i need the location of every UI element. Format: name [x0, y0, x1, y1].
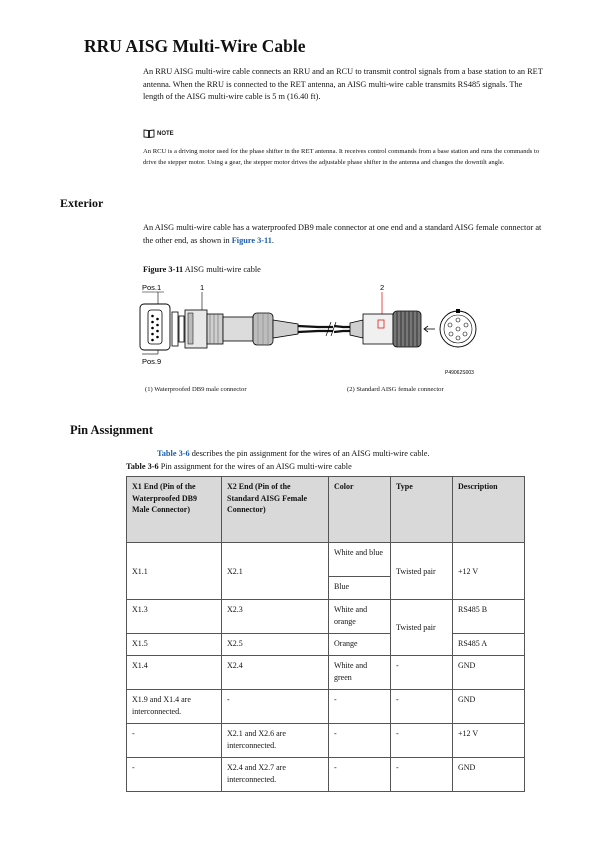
- exterior-text-end: .: [271, 235, 274, 245]
- note-label: [143, 129, 174, 138]
- cell-x2: X2.1: [222, 543, 329, 600]
- header-x2: X2 End (Pin of the Standard AISG Female Connector): [222, 477, 329, 543]
- table-title-text: Pin assignment for the wires of an AISG multi-wire cable: [158, 462, 352, 471]
- table-row: [127, 724, 525, 758]
- pos1-label: Pos.1: [142, 283, 162, 292]
- intro-paragraph: An RRU AISG multi-wire cable connects an RRU and an RCU to transmit control signals from a base station to an RET antenna. When the RRU is connected to the RET antenna, an AISG multi-wire cable transmits RS485 signals. The length of the AISG multi-wire cable is 5 m (16.40 ft).: [143, 67, 543, 102]
- aisg-connector-body: [350, 311, 435, 347]
- cell-type: Twisted pair: [391, 600, 453, 656]
- cell-description: +12 V: [453, 724, 525, 758]
- figure-3-11-link[interactable]: Figure 3-11: [231, 235, 272, 245]
- cell-type: Twisted pair: [391, 543, 453, 600]
- table-row: [127, 690, 525, 724]
- cell-x1: X1.4: [127, 656, 222, 690]
- note-label-text: NOTE: [157, 130, 174, 137]
- db9-connector-body: [172, 310, 298, 348]
- aisg-front-view: [440, 309, 476, 347]
- cell-x2: X2.1 and X2.6 are interconnected.: [222, 724, 329, 758]
- table-row: [127, 758, 525, 792]
- table-row: [127, 656, 525, 690]
- table-lead-text: describes the pin assignment for the wires of an AISG multi-wire cable.: [189, 449, 430, 458]
- table-header-row: [127, 477, 525, 543]
- cell-type: -: [391, 656, 453, 690]
- pin-assignment-table: [126, 476, 525, 792]
- cell-description: RS485 A: [453, 634, 525, 656]
- cell-color: -: [329, 758, 391, 792]
- exterior-text: An AISG multi-wire cable has a waterproofed DB9 male connector at one end and a standard AISG female connector at the other end, as shown in: [143, 223, 542, 245]
- cell-x2: X2.4 and X2.7 are interconnected.: [222, 758, 329, 792]
- cable-illustration: [138, 280, 488, 380]
- table-lead: [157, 449, 430, 458]
- exterior-paragraph: [143, 222, 545, 247]
- cell-description: GND: [453, 758, 525, 792]
- cell-description: +12 V: [453, 543, 525, 600]
- drawing-code: P49062S003: [445, 370, 474, 376]
- cell-type: -: [391, 724, 453, 758]
- cell-color: White and green: [329, 656, 391, 690]
- cell-x1: -: [127, 758, 222, 792]
- table-label: Table 3-6: [126, 462, 159, 471]
- caption-aisg: (2) Standard AISG female connector: [347, 386, 444, 393]
- cell-description: GND: [453, 656, 525, 690]
- cell-x2: X2.4: [222, 656, 329, 690]
- cell-type: -: [391, 758, 453, 792]
- table-3-6-link[interactable]: Table 3-6: [157, 449, 190, 458]
- pos9-label: Pos.9: [142, 357, 162, 366]
- cell-x1: -: [127, 724, 222, 758]
- book-icon: [143, 129, 155, 138]
- cell-description: GND: [453, 690, 525, 724]
- table-row: [127, 543, 525, 577]
- cell-color: Blue: [329, 577, 391, 600]
- header-x1: X1 End (Pin of the Waterproofed DB9 Male Connector): [127, 477, 222, 543]
- cell-x1: X1.9 and X1.4 are interconnected.: [127, 690, 222, 724]
- cell-description: RS485 B: [453, 600, 525, 634]
- table-row: [127, 634, 525, 656]
- header-color: Color: [329, 477, 391, 543]
- callout-2: 2: [380, 283, 385, 292]
- caption-db9: (1) Waterproofed DB9 male connector: [145, 386, 247, 393]
- note-body: An RCU is a driving motor used for the phase shifter in the RET antenna. It receives control commands from a base station and runs the commands to drive the stepper motor. Using a gear, the stepper motor drives the adjustable phase shifter in the antenna and changes the downtilt angle.: [143, 148, 540, 167]
- cell-x2: X2.3: [222, 600, 329, 634]
- cell-color: White and blue: [329, 543, 391, 577]
- page-title: RRU AISG Multi-Wire Cable: [84, 36, 306, 56]
- table-row: [127, 600, 525, 634]
- figure-title: [143, 265, 261, 274]
- cell-color: -: [329, 690, 391, 724]
- figure-label: Figure 3-11: [143, 265, 184, 274]
- cell-x2: X2.5: [222, 634, 329, 656]
- header-description: Description: [453, 477, 525, 543]
- cell-x1: X1.3: [127, 600, 222, 634]
- cell-x1: X1.5: [127, 634, 222, 656]
- pin-assignment-heading: Pin Assignment: [70, 423, 154, 437]
- figure-title-text: AISG multi-wire cable: [183, 265, 261, 274]
- callout-1: 1: [200, 283, 205, 292]
- cell-color: Orange: [329, 634, 391, 656]
- exterior-heading: Exterior: [60, 196, 104, 210]
- header-type: Type: [391, 477, 453, 543]
- cable-line: [298, 322, 350, 336]
- cell-x2: -: [222, 690, 329, 724]
- cell-type: -: [391, 690, 453, 724]
- cell-color: White and orange: [329, 600, 391, 634]
- cell-x1: X1.1: [127, 543, 222, 600]
- db9-front-view: [140, 304, 170, 350]
- cell-color: -: [329, 724, 391, 758]
- table-title: [126, 462, 352, 471]
